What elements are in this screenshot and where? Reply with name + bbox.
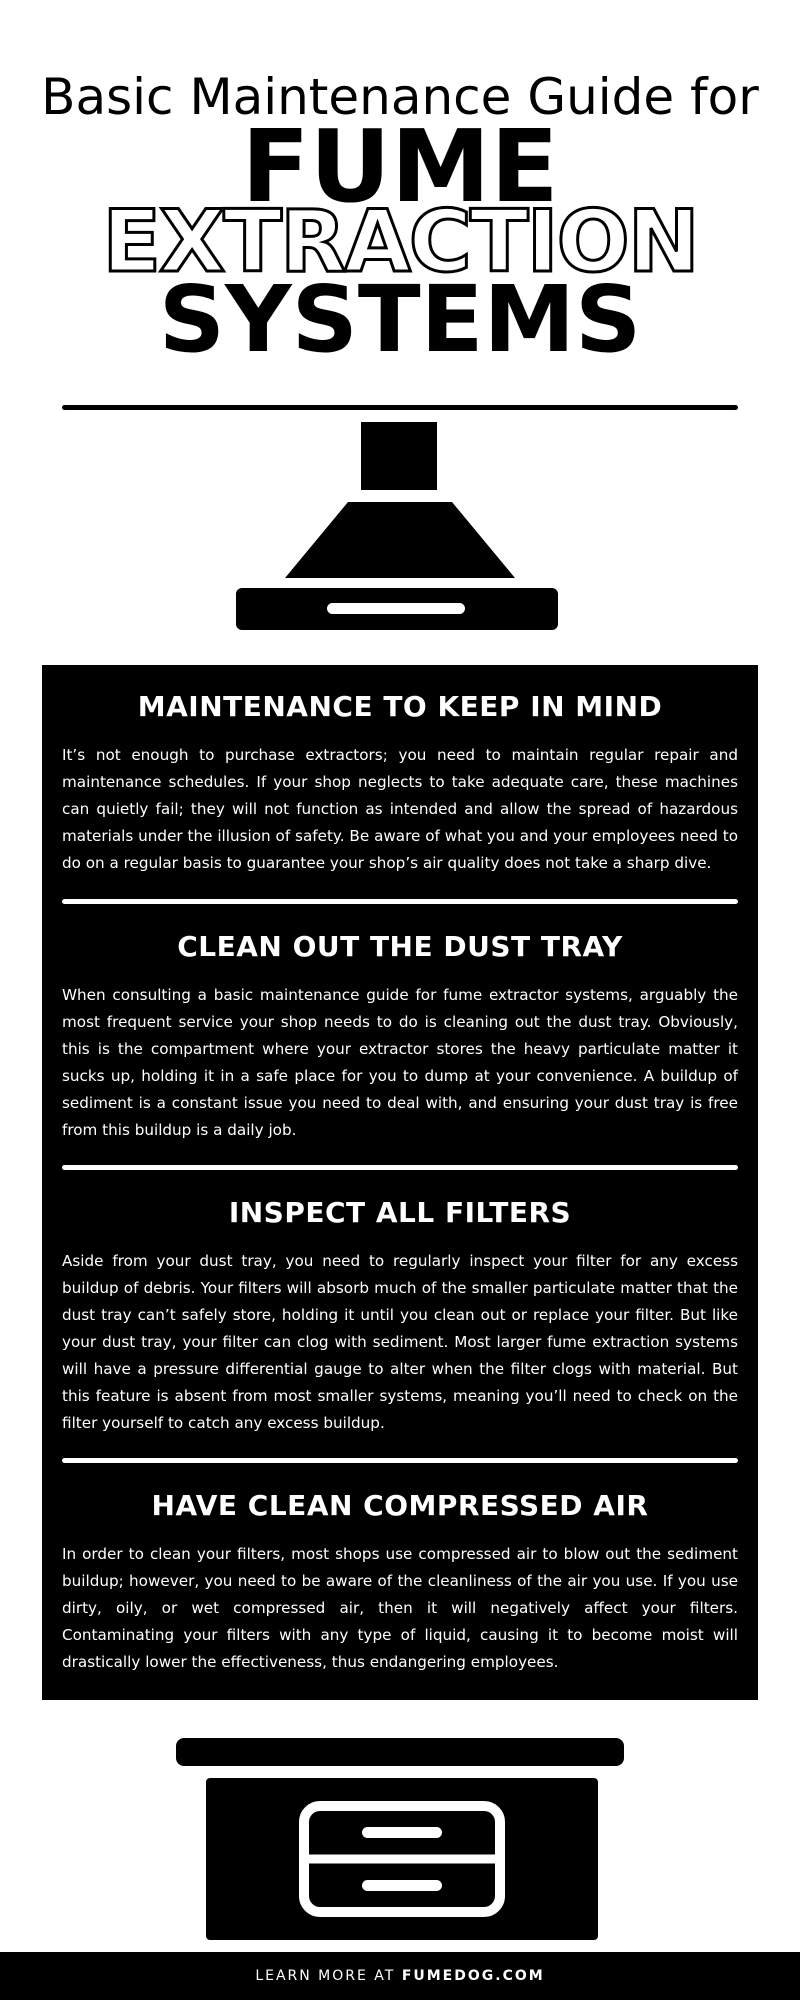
section-heading: INSPECT ALL FILTERS [228, 1196, 572, 1229]
extractor-drawer-icon [206, 1778, 598, 1940]
page-title-line-4: SYSTEMS [158, 266, 642, 373]
section-compressed-air [62, 1489, 738, 1676]
section-heading: CLEAN OUT THE DUST TRAY [177, 930, 623, 963]
page-title-line-3: EXTRACTION [102, 192, 698, 292]
extractor-lid [176, 1738, 624, 1766]
section-body: It’s not enough to purchase extractors; you need to maintain regular repair and maintenance schedules. If your shop neglects to take adequate care, these machines can quietly fail; they will not function as intended and allow the spread of hazardous materials under the illusion of safety. Be aware of what you and your employees need to do on a regular basis to guarantee your shop’s air quality does not take a sharp dive. [62, 746, 738, 872]
footer-prefix: LEARN MORE AT [255, 1968, 402, 1984]
section-body: Aside from your dust tray, you need to regularly inspect your filter for any excess buildup of debris. Your filters will absorb much of the smaller particulate matter that the dust tray can’t safely store, holding it until you clean out or replace your filter. But like your dust tray, your filter can clog with sediment. Most larger fume extraction systems will have a pressure differential gauge to alter when the filter clogs with material. But this feature is absent from most smaller systems, meaning you’ll need to check on the filter yourself to catch any excess buildup. [62, 1252, 738, 1432]
section-body: In order to clean your filters, most shops use compressed air to blow out the sediment buildup; however, you need to be aware of the cleanliness of the air you use. If you use dirty, oily, or wet compressed air, then it will negatively affect your filters. Contaminating your filters with any type of liquid, causing it to become moist will drastically lower the effectiveness, thus endangering employees. [62, 1545, 738, 1671]
section-filters [62, 1196, 738, 1437]
section-divider [62, 899, 738, 904]
footer-site-link[interactable]: FUMEDOG.COM [401, 1968, 545, 1984]
page-title-line-2: FUME [241, 108, 559, 225]
section-divider [62, 1165, 738, 1170]
range-hood-icon [230, 420, 570, 632]
section-body: When consulting a basic maintenance guide for fume extractor systems, arguably the most frequent service your shop needs to do is cleaning out the dust tray. Obviously, this is the compartment where your extractor stores the heavy particulate matter it sucks up, holding it in a safe place for you to dump at your convenience. A buildup of sediment is a constant issue you need to deal with, and ensuring your dust tray is free from this buildup is a daily job. [62, 986, 738, 1139]
content-panel [42, 665, 758, 1700]
header-divider [62, 405, 738, 410]
section-dust-tray [62, 930, 738, 1144]
section-heading: HAVE CLEAN COMPRESSED AIR [151, 1489, 649, 1522]
footer-bar [0, 1952, 800, 2000]
page-title-line-1: Basic Maintenance Guide for [41, 68, 759, 126]
section-divider [62, 1458, 738, 1463]
section-heading: MAINTENANCE TO KEEP IN MIND [137, 690, 663, 723]
section-maintenance [62, 690, 738, 877]
